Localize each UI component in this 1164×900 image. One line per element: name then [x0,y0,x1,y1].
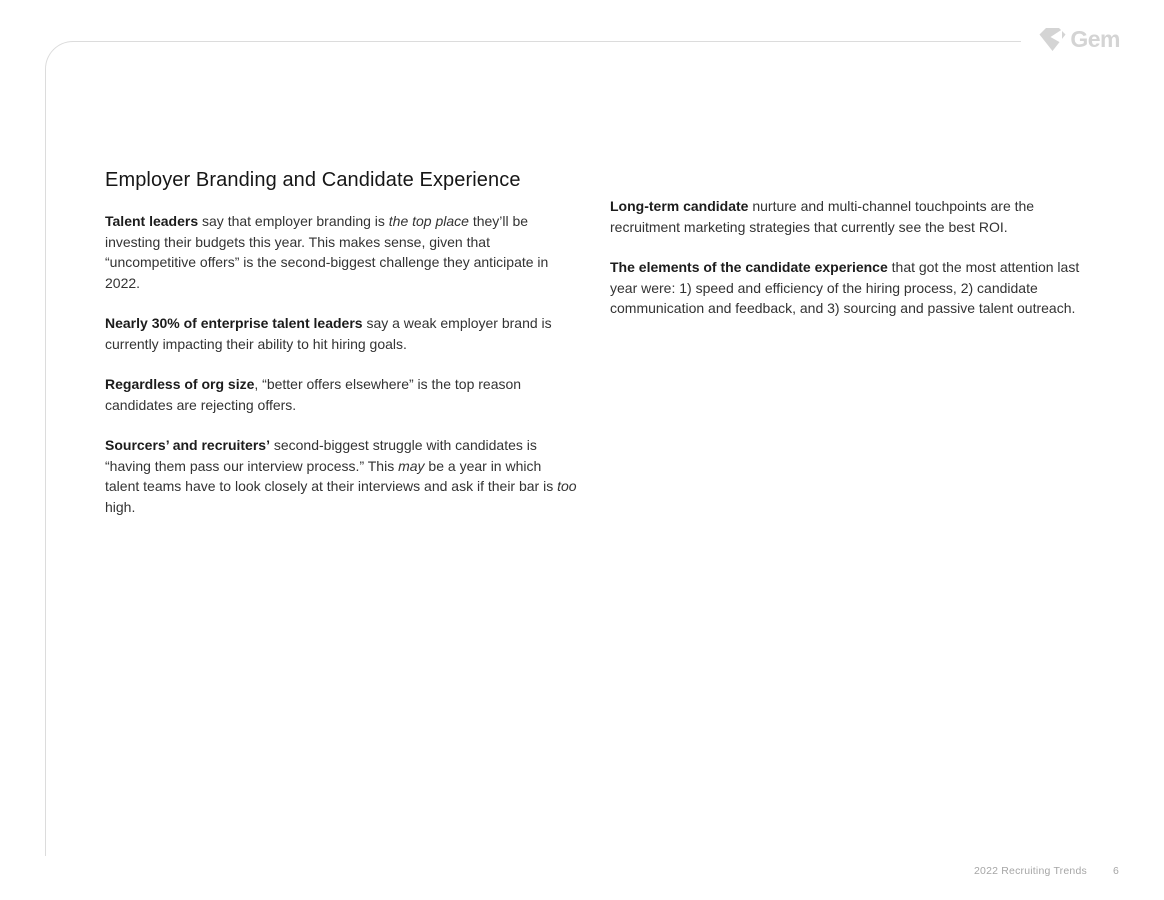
paragraph [105,374,577,415]
text-run: the top place [388,213,469,229]
text-run: second-biggest struggle with candidates is “having them pass our interview process.” This [105,437,537,474]
page-footer [974,865,1119,877]
page-title: Employer Branding and Candidate Experience [105,169,521,191]
text-run: Regardless of org size [105,376,255,392]
text-run: Sourcers’ and recruiters’ [105,437,270,453]
text-run: nurture and multi-channel touchpoints are the recruitment marketing strategies that currently see the best ROI. [610,198,1035,235]
paragraph [610,196,1088,237]
right-column [610,196,1088,319]
paragraph [105,211,577,293]
gem-logo-wordmark: Gem [1070,26,1120,52]
text-run: The elements of the candidate experience [610,259,888,275]
footer-page-number: 6 [1112,865,1119,877]
paragraph [610,257,1088,319]
footer-doc-title: 2022 Recruiting Trends [973,865,1087,877]
gem-diamond-icon [1039,27,1066,52]
text-run: say that employer branding is [198,213,389,229]
text-run: high. [105,498,136,515]
left-column [105,211,577,517]
text-run: Talent leaders [105,213,199,229]
text-run: Nearly 30% of enterprise talent leaders [105,315,363,331]
text-run: that got the most attention last year were: 1) speed and efficiency of the hiring process, 2) candidate communication and feedback, and 3) sourcing and passive talent outreach. [610,259,1080,316]
text-run: they’ll be investing their budgets this year. This makes sense, given that “uncompetitive offers” is the second-biggest challenge they anticipate in 2022. [105,213,549,291]
gem-logo [1039,27,1120,52]
text-run: , “better offers elsewhere” is the top reason candidates are rejecting offers. [105,376,522,413]
text-run: too [557,478,577,494]
text-run: Long-term candidate [610,198,749,214]
text-run: may [398,457,425,474]
text-run: be a year in which talent teams have to look closely at their interviews and ask if their bar is [105,457,558,494]
paragraph [105,313,577,354]
text-run: say a weak employer brand is currently impacting their ability to hit hiring goals. [105,315,552,352]
paragraph [105,435,577,517]
